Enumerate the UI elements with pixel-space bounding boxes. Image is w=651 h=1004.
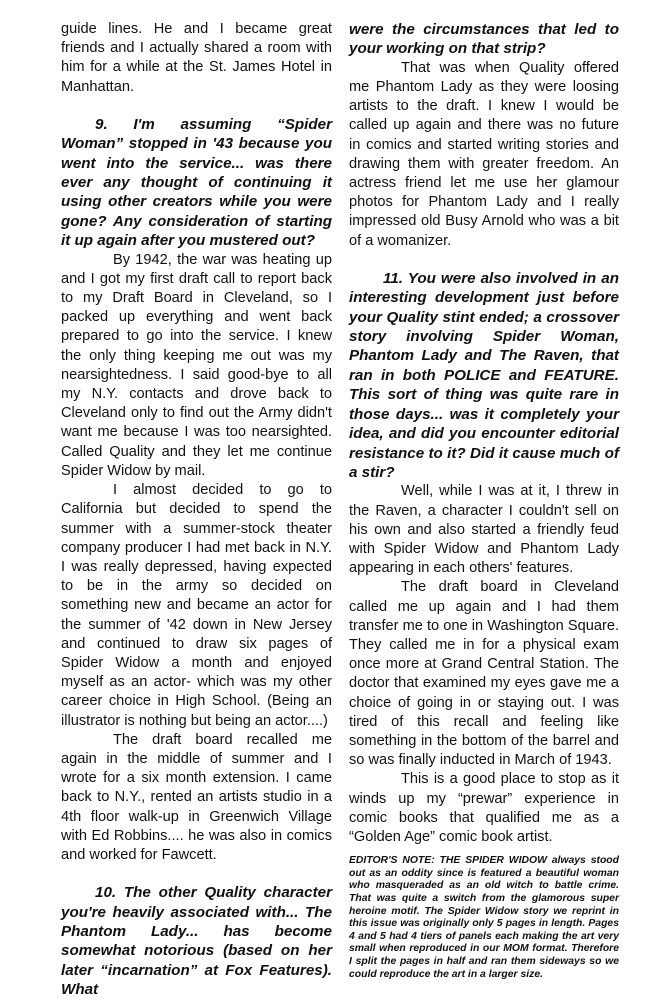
question-9: 9. I'm assuming “Spider Woman” stopped in '43 because you went into the service... was there ever any thought of continuing it using other creators while you were gone? Any consideration of starting it up again after you mustered out?: [61, 115, 332, 250]
right-column: [349, 20, 619, 981]
answer-8-continuation: guide lines. He and I became great friends and I actually shared a room with him for a while at the St. James Hotel in Manhattan.: [61, 21, 332, 95]
question-10: 10. The other Quality character you're heavily associated with... The Phantom Lady... has become somewhat notorious (based on her later “incarnation” at Fox Features). What: [61, 884, 332, 999]
question-10-continuation: were the circumstances that led to your working on that strip?: [349, 21, 619, 58]
question-11: 11. You were also involved in an interesting development just before your Quality stint ended; a crossover story involving Spider Woman, Phantom Lady and The Raven, that ran in both POLICE and FEATURE. This sort of thing was quite rare in those days... was it completely your idea, and did you encounter editorial resistance to it? Did it cause much of a stir?: [349, 269, 619, 481]
answer-9-paragraph-2: I almost decided to go to California but decided to spend the summer with a summer-stock theater company producer I had met back in N.Y. I was really depressed, having expected to be in the army so decided on something new and became an actor for the summer of '42 down in New Jersey and continued to draw six pages of Spider Widow a month and enjoyed myself as an actor- which was my other career choice in High School. (Being an illustrator is nothing but being an actor....): [61, 482, 332, 729]
answer-10: That was when Quality offered me Phantom Lady as they were loosing artists to the draft. I knew I would be called up again and there was no future in comics and started writing stories and drawing them with greater freedom. An actress friend let me use her glamour photos for Phantom Lady and I really impressed old Busy Arnold who was a bit of a womanizer.: [349, 59, 619, 249]
answer-9-paragraph-3: The draft board recalled me again in the middle of summer and I wrote for a six month extension. I came back to N.Y., rented an artists studio in a 4th floor walk-up in Greenwich Village with Ed Robbins.... he was also in comics and worked for Fawcett.: [61, 731, 332, 863]
answer-11-paragraph-2: The draft board in Cleveland called me up again and I had them transfer me to one in Washington Square. They called me in for a physical exam once more at Grand Central Station. The doctor that examined my eyes gave me a choice of going in or staying out. I was tired of this recall and feeling like something in the bottom of the barrel and so was finally inducted in March of 1943.: [349, 579, 619, 769]
editors-note: EDITOR'S NOTE: THE SPIDER WIDOW always stood out as an oddity since is featured a beautiful woman who masqueraded as an old witch to battle crime. That was quite a switch from the glamorous super heroine motif. The Spider Widow story we reprint in this issue was originally only 5 pages in length. Pages 4 and 5 had 4 tiers of panels each making the art very small when reproduced in our MOM format. Therefore I split the pages in half and ran them sideways so we could reproduce the art in a larger size.: [349, 855, 619, 980]
answer-9-paragraph-1: By 1942, the war was heating up and I got my first draft call to report back to my Draft Board in Cleveland, so I packed up everything and went back prepared to go into the service. I knew the only thing keeping me out was my nearsightedness. I said good-bye to all my N.Y. contacts and drove back to Cleveland only to find out the Army didn't want me because I was too nearsighted. Called Quality and they let me continue Spider Widow by mail.: [61, 251, 332, 479]
answer-11-paragraph-3: This is a good place to stop as it winds up my “prewar” experience in comic books that qualified me as a “Golden Age” comic book artist.: [349, 771, 619, 845]
left-column: [61, 20, 332, 1000]
answer-11-paragraph-1: Well, while I was at it, I threw in the Raven, a character I couldn't sell on his own and also started a friendly feud with Spider Widow and Phantom Lady appearing in each others' features.: [349, 483, 619, 577]
